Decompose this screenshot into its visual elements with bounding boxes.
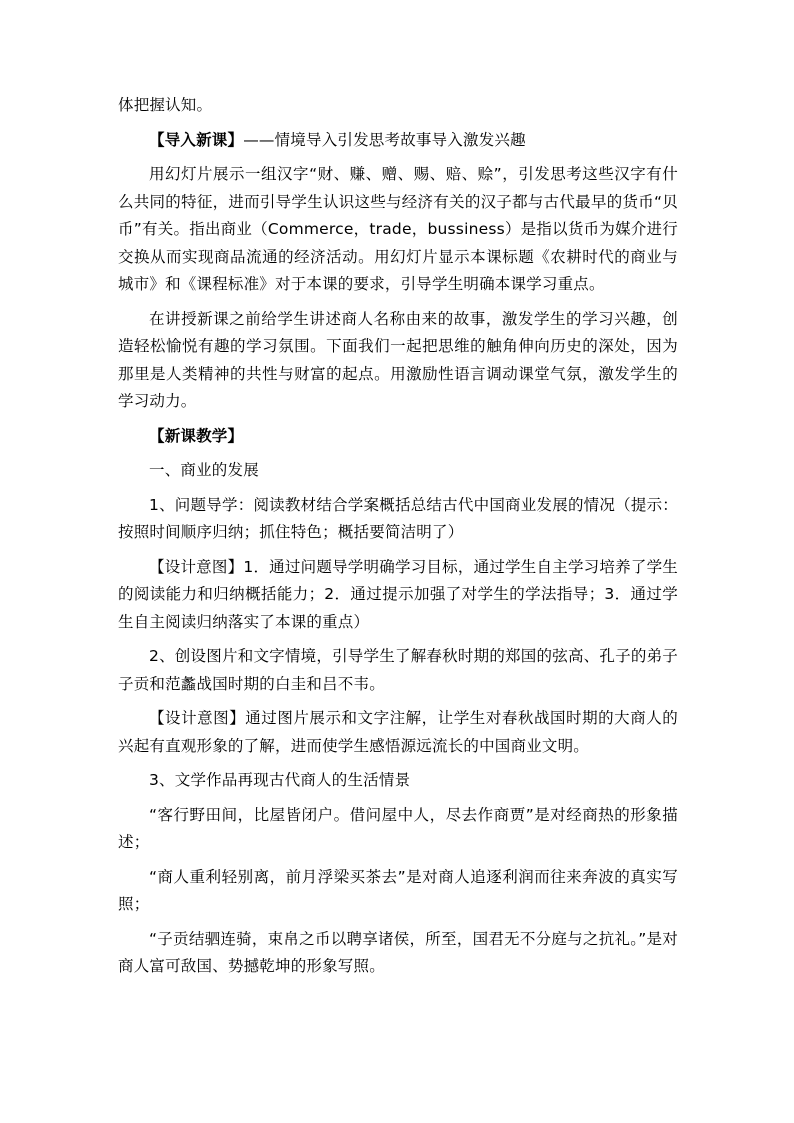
paragraph-text: “商人重利轻别离，前月浮梁买茶去”是对商人追逐利润而往来奔波的真实写照； bbox=[118, 867, 678, 913]
paragraph-text: 在讲授新课之前给学生讲述商人名称由来的故事，激发学生的学习兴趣，创造轻松愉悦有趣的学习氛围。下面我们一起把思维的触角伸向历史的深处，因为那里是人类精神的共性与财富的起点。用激励性语言调动课堂气氛，激发学生的学习动力。 bbox=[118, 309, 678, 410]
paragraph-text: “客行野田间，比屋皆闭户。借问屋中人，尽去作商贾”是对经商热的形象描述； bbox=[118, 805, 678, 851]
paragraph-text: “子贡结驷连骑，束帛之币以聘享诸侯，所至，国君无不分庭与之抗礼。”是对商人富可敌国、势撼乾坤的形象写照。 bbox=[118, 929, 678, 975]
paragraph-text: ——情境导入引发思考故事导入激发兴趣 bbox=[243, 130, 526, 149]
paragraph-continuation bbox=[118, 92, 678, 120]
document-body bbox=[118, 92, 678, 988]
paragraph-text: 【设计意图】1．通过问题导学明确学习目标，通过学生自主学习培养了学生的阅读能力和归纳概括能力；2．通过提示加强了对学生的学法指导；3．通过学生自主阅读归纳落实了本课的重点） bbox=[118, 557, 678, 631]
paragraph-text: 体把握认知。 bbox=[118, 96, 213, 114]
paragraph-story bbox=[118, 306, 678, 416]
paragraph-intro-heading bbox=[118, 127, 678, 155]
paragraph-text: 一、商业的发展 bbox=[149, 461, 259, 479]
paragraph-item-2 bbox=[118, 643, 678, 698]
paragraph-quote-1 bbox=[118, 802, 678, 857]
paragraph-new-lesson-heading bbox=[118, 423, 678, 451]
section-label-intro: 【导入新课】 bbox=[149, 130, 244, 149]
paragraph-slides bbox=[118, 161, 678, 299]
paragraph-text: 【设计意图】通过图片展示和文字注解，让学生对春秋战国时期的大商人的兴起有直观形象的了解，进而使学生感悟源远流长的中国商业文明。 bbox=[118, 709, 678, 755]
paragraph-design-intent-1 bbox=[118, 554, 678, 637]
section-label-new-lesson: 【新课教学】 bbox=[149, 426, 244, 445]
paragraph-quote-3 bbox=[118, 926, 678, 981]
paragraph-text: 用幻灯片展示一组汉字“财、赚、赠、赐、赔、赊”，引发思考这些汉字有什么共同的特征，进而引导学生认识这些与经济有关的汉子都与古代最早的货币“贝币”有关。指出商业（Commerce，trade，bussiness）是指以货币为媒介进行交换从而实现商品流通的经济活动。用幻灯片显示本课标题《农耕时代的商业与城市》和《课程标准》对于本课的要求，引导学生明确本课学习重点。 bbox=[118, 165, 678, 293]
paragraph-quote-2 bbox=[118, 864, 678, 919]
paragraph-text: 2、创设图片和文字情境，引导学生了解春秋时期的郑国的弦高、孔子的弟子子贡和范蠡战国时期的白圭和吕不韦。 bbox=[118, 647, 678, 693]
paragraph-design-intent-2 bbox=[118, 705, 678, 760]
paragraph-text: 1、问题导学：阅读教材结合学案概括总结古代中国商业发展的情况（提示：按照时间顺序归纳；抓住特色；概括要简洁明了） bbox=[118, 495, 678, 541]
paragraph-item-3 bbox=[118, 767, 678, 795]
paragraph-text: 3、文学作品再现古代商人的生活情景 bbox=[149, 771, 411, 789]
paragraph-item-1 bbox=[118, 492, 678, 547]
paragraph-subheading-commerce bbox=[118, 457, 678, 485]
